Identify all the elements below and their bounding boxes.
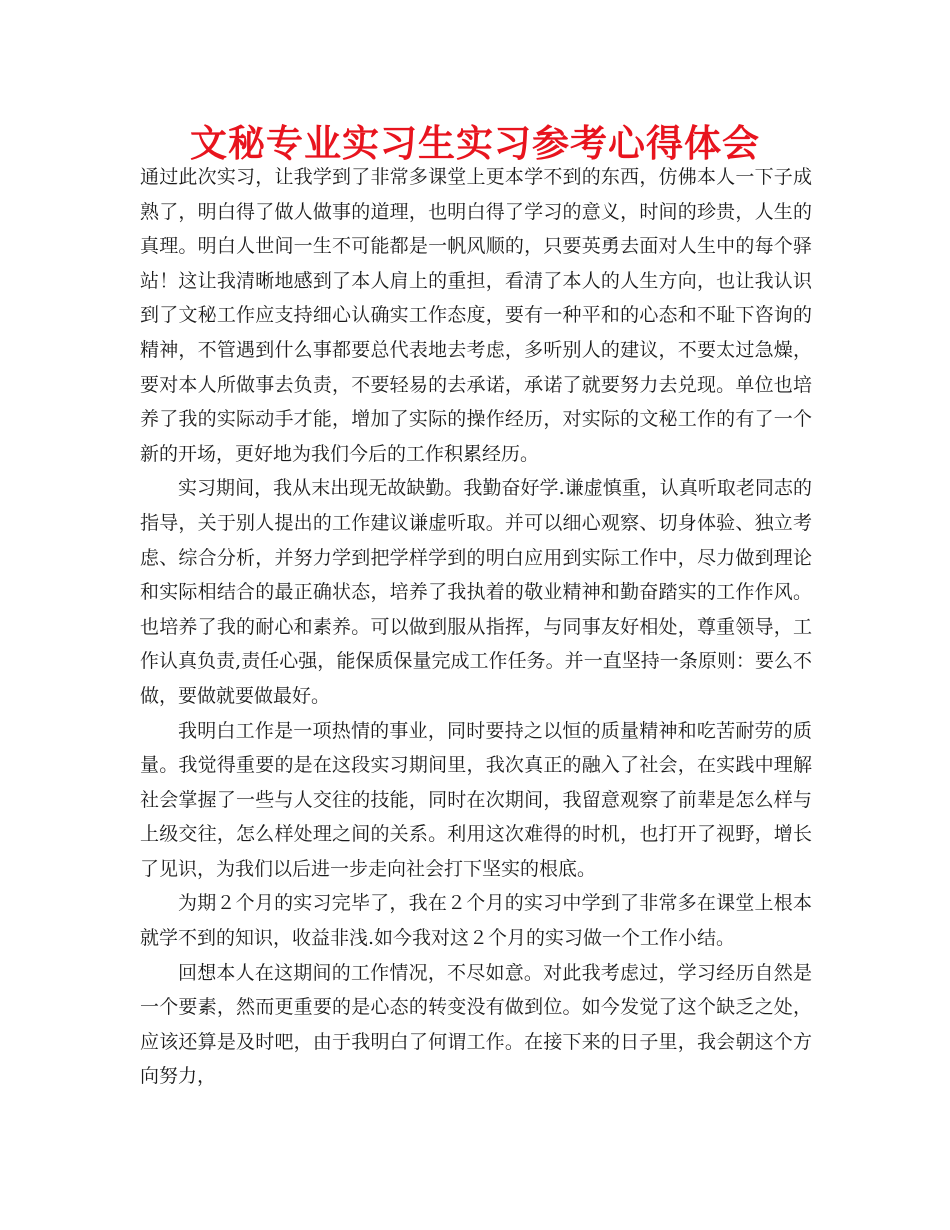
paragraph-4: 为期２个月的实习完毕了，我在２个月的实习中学到了非常多在课堂上根本就学不到的知识，收益非浅.如今我对这２个月的实习做一个工作小结。 bbox=[140, 892, 812, 950]
paragraph-1: 通过此次实习，让我学到了非常多课堂上更本学不到的东西，仿佛本人一下子成熟了，明白得了做人做事的道理，也明白得了学习的意义，时间的珍贵，人生的真理。明白人世间一生不可能都是一帆风顺的，只要英勇去面对人生中的每个驿站！这让我清晰地感到了本人肩上的重担，看清了本人的人生方向，也让我认识到了文秘工作应支持细心认确实工作态度，要有一种平和的心态和不耻下咨询的精神，不管遇到什么事都要总代表地去考虑，多听别人的建议，不要太过急燥，要对本人所做事去负责，不要轻易的去承诺，承诺了就要努力去兑现。单位也培养了我的实际动手才能，增加了实际的操作经历，对实际的文秘工作的有了一个新的开场，更好地为我们今后的工作积累经历。 bbox=[140, 166, 812, 465]
document-body bbox=[140, 160, 812, 1094]
paragraph-5: 回想本人在这期间的工作情况，不尽如意。对此我考虑过，学习经历自然是一个要素，然而更重要的是心态的转变没有做到位。如今发觉了这个缺乏之处，应该还算是及时吧，由于我明白了何谓工作。在接下来的日子里，我会朝这个方向努力， bbox=[140, 961, 812, 1088]
paragraph-2: 实习期间，我从末出现无故缺勤。我勤奋好学.谦虚慎重，认真听取老同志的指导，关于别人提出的工作建议谦虚听取。并可以细心观察、切身体验、独立考虑、综合分析，并努力学到把学样学到的明白应用到实际工作中，尽力做到理论和实际相结合的最正确状态，培养了我执着的敬业精神和勤奋踏实的工作作风。也培养了我的耐心和素养。可以做到服从指挥，与同事友好相处，尊重领导，工作认真负责,责任心强，能保质保量完成工作任务。并一直坚持一条原则：要么不做，要做就要做最好。 bbox=[140, 477, 812, 707]
paragraph-3: 我明白工作是一项热情的事业，同时要持之以恒的质量精神和吃苦耐劳的质量。我觉得重要的是在这段实习期间里，我次真正的融入了社会，在实践中理解社会掌握了一些与人交往的技能，同时在次期间，我留意观察了前辈是怎么样与上级交往，怎么样处理之间的关系。利用这次难得的时机，也打开了视野，增长了见识，为我们以后进一步走向社会打下坚实的根底。 bbox=[140, 719, 812, 880]
document-title: 文秘专业实习生实习参考心得体会 bbox=[190, 122, 760, 165]
